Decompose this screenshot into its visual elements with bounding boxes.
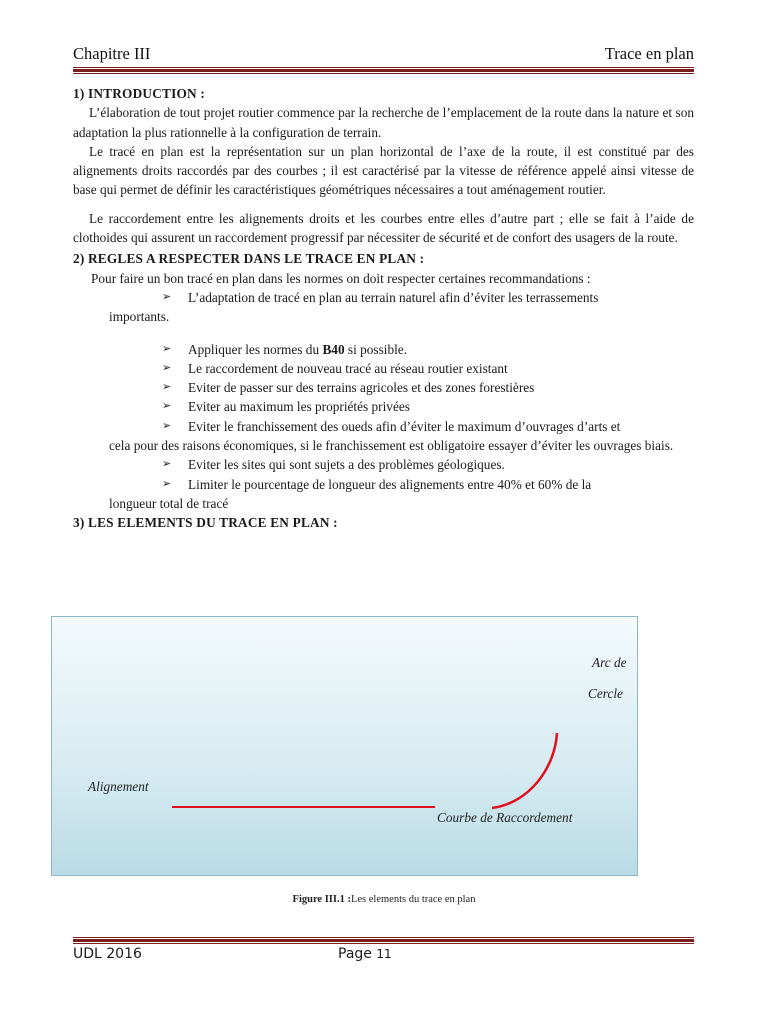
section-2-title: 2) REGLES A RESPECTER DANS LE TRACE EN PLAN : (73, 251, 425, 267)
chapter-title: Trace en plan (604, 44, 694, 63)
chapter-label: Chapitre III (73, 44, 151, 63)
footer-institution: UDL 2016 (73, 946, 142, 962)
figure-caption (0, 894, 768, 905)
rule-item-6: ➢ Eviter le franchissement des oueds afin d’éviter le maximum d’ouvrages d’arts et (73, 417, 694, 436)
arrow-bullet-icon: ➢ (162, 400, 172, 413)
figure-caption-text: Les elements du trace en plan (350, 894, 476, 905)
rule-item-6-continued: cela pour des raisons économiques, si le franchissement est obligatoire essayer d’éviter les ouvrages biais. (109, 438, 674, 454)
rule-item-3: ➢ Le raccordement de nouveau tracé au réseau routier existant (73, 359, 694, 378)
rule-item-1: ➢ L’adaptation de tracé en plan au terrain naturel afin d’éviter les terrassements (73, 288, 694, 307)
section-3-title: 3) LES ELEMENTS DU TRACE EN PLAN : (73, 515, 338, 531)
arrow-bullet-icon: ➢ (162, 381, 172, 394)
arrow-bullet-icon: ➢ (162, 458, 172, 471)
arrow-bullet-icon: ➢ (162, 290, 172, 303)
rule-item-2: ➢ Appliquer les normes du B40 si possible. (73, 340, 694, 359)
arc-label-2: Cercle (588, 686, 623, 701)
transition-curve-label: Courbe de Raccordement (437, 810, 573, 825)
alignment-label: Alignement (88, 779, 149, 794)
rule-item-7: ➢ Eviter les sites qui sont sujets a des problèmes géologiques. (73, 455, 694, 474)
arc-label-1: Arc de (592, 655, 627, 670)
norm-name: B40 (322, 341, 345, 357)
trace-diagram (52, 617, 637, 875)
arc-curve (492, 733, 557, 808)
rule-item-8-continued: longueur total de tracé (109, 495, 229, 511)
section-1-title: 1) INTRODUCTION : (73, 86, 205, 101)
arrow-bullet-icon: ➢ (162, 477, 172, 490)
arrow-bullet-icon: ➢ (162, 361, 172, 374)
arrow-bullet-icon: ➢ (162, 419, 172, 432)
intro-paragraph-1: L’élaboration de tout projet routier commence par la recherche de l’emplacement de la route dans la nature et son adaptation la plus rationnelle à la configuration de terrain. (73, 105, 694, 140)
rule-item-8: ➢ Limiter le pourcentage de longueur des alignements entre 40% et 60% de la (73, 475, 694, 494)
figure-number: Figure III.1 : (292, 894, 351, 905)
intro-paragraph-3: Le raccordement entre les alignements droits et les courbes entre elles d’autre part ; elle se fait à l’aide de clothoides qui assurent un raccordement progressif par nécessiter de sécurité et de confort des usagers de la route. (73, 210, 694, 246)
page-content (73, 84, 694, 533)
rule-item-1-continued: importants. (109, 309, 170, 325)
intro-paragraph-2: Le tracé en plan est la représentation sur un plan horizontal de l’axe de la route, il est constitué par des alignements droits raccordés par des courbes ; il est caractérisé par la vitesse de référence appelé ainsi vitesse de base qui permet de définir les caractéristiques géométriques nécessaires a tout aménagement routier. (73, 143, 694, 198)
rules-intro: Pour faire un bon tracé en plan dans les normes on doit respecter certaines recommandations : (91, 270, 591, 286)
figure-trace-elements (51, 616, 638, 876)
footer-page: Page 11 (338, 946, 392, 962)
page-header (73, 44, 694, 66)
page-number: 11 (376, 947, 392, 961)
rule-item-5: ➢ Eviter au maximum les propriétés privées (73, 397, 694, 416)
arrow-bullet-icon: ➢ (162, 342, 172, 355)
rule-item-4: ➢ Eviter de passer sur des terrains agricoles et des zones forestières (73, 378, 694, 397)
